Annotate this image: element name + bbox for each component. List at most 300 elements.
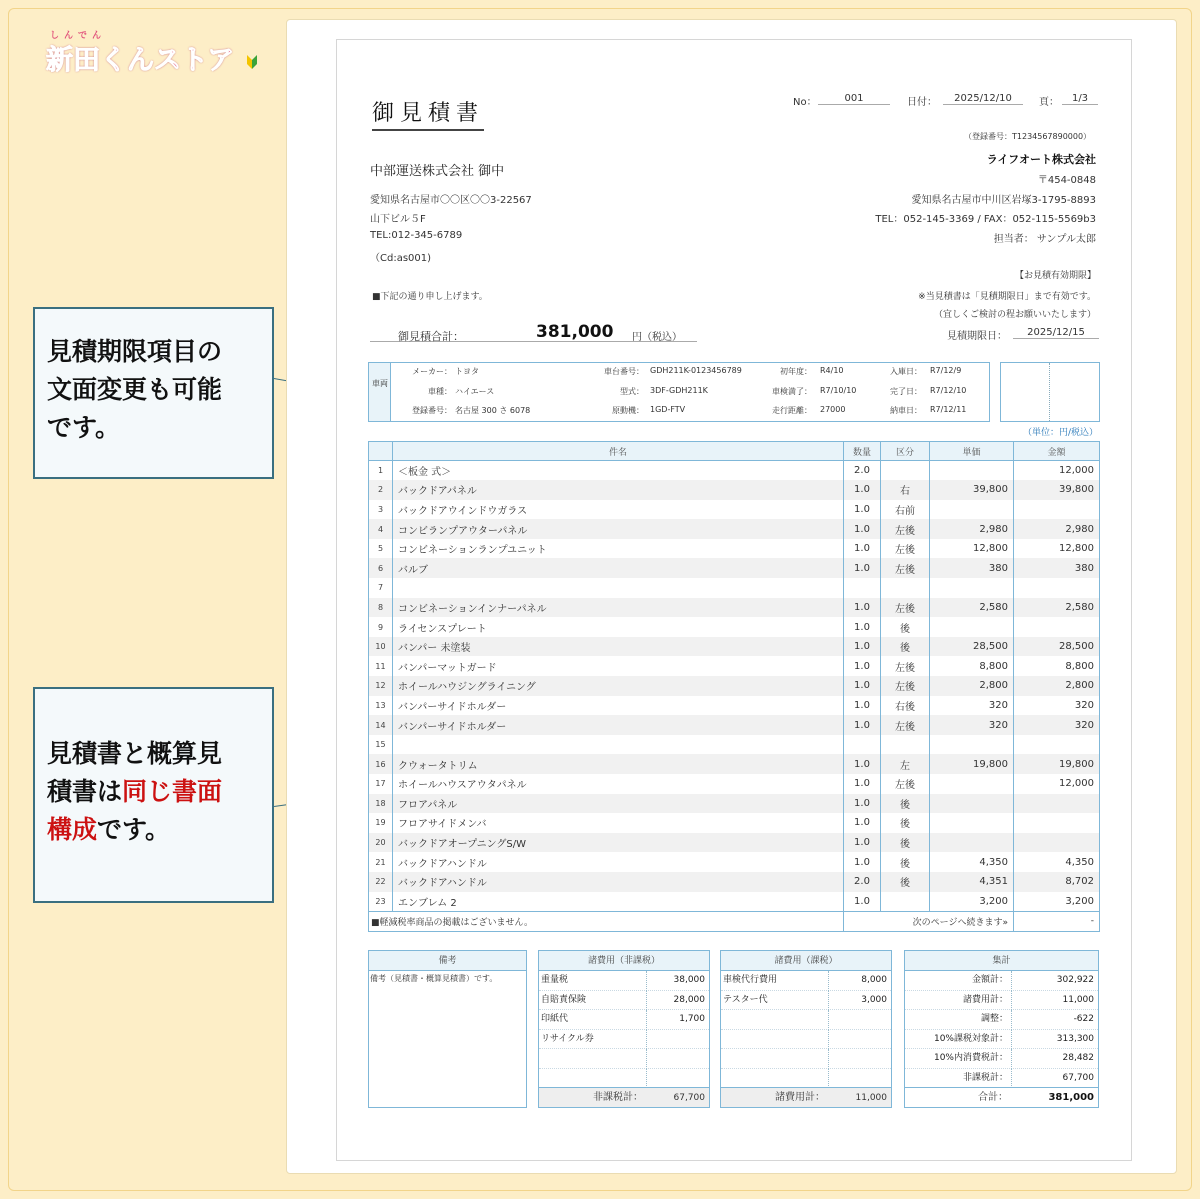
brand-name: 新田くんストア (46, 45, 235, 76)
row-name: バックドアパネル (393, 480, 844, 500)
row-qty: 1.0 (844, 656, 881, 676)
row-amount: 3,200 (1014, 892, 1100, 912)
column-divider (1011, 991, 1012, 1011)
row-amount: 19,800 (1014, 754, 1100, 774)
beginner-leaf-icon (246, 54, 258, 70)
column-divider (828, 991, 829, 1011)
total-label: 御見積合計： (398, 330, 464, 343)
expense-tax-box (720, 950, 892, 1108)
items-footer-dash: - (1014, 911, 1100, 931)
expense-nontax-label: 自賠責保険 (541, 994, 587, 1005)
row-division (881, 892, 930, 912)
row-qty: 1.0 (844, 480, 881, 500)
table-row (369, 578, 1100, 598)
expense-nontax-row (539, 991, 709, 1011)
vehicle-mileage: 27000 (820, 405, 846, 414)
table-row (369, 480, 1100, 500)
row-number: 7 (369, 578, 393, 598)
row-price: 3,200 (930, 892, 1014, 912)
callout-text: です。 (47, 413, 121, 442)
vehicle-chassis: GDH211K-0123456789 (650, 366, 742, 375)
vehicle-out-date: R7/12/11 (930, 405, 967, 414)
row-number: 22 (369, 872, 393, 892)
summary-label: 金額計： (971, 975, 1008, 985)
row-name: ホイールハウジングライニング (393, 676, 844, 696)
expense-tax-row (721, 991, 891, 1011)
row-qty: 1.0 (844, 676, 881, 696)
validity-note1: ※当見積書は「見積期限日」まで有効です。 (918, 292, 1096, 302)
callout-text-highlight: 構成 (47, 815, 98, 844)
row-price: 19,800 (930, 754, 1014, 774)
summary-header: 集計 (905, 951, 1098, 971)
expense-tax-total-label: 諸費用計： (775, 1092, 825, 1103)
col-qty-header: 数量 (844, 442, 881, 461)
table-row (369, 461, 1100, 481)
company-name: ライフオート株式会社 (986, 153, 1096, 166)
table-row (369, 852, 1100, 872)
row-division (881, 735, 930, 755)
row-qty (844, 735, 881, 755)
row-amount (1014, 617, 1100, 637)
row-qty: 1.0 (844, 833, 881, 853)
vehicle-engine: 1GD-FTV (650, 405, 686, 414)
stamp-box (1000, 362, 1100, 422)
row-name: バルブ (393, 558, 844, 578)
row-amount (1014, 833, 1100, 853)
vehicle-model: ハイエース (455, 387, 495, 396)
summary-row (905, 1030, 1098, 1050)
expense-nontax-row (539, 1010, 709, 1030)
vehicle-mileage-label: 走行距離： (772, 406, 812, 415)
row-division: 後 (881, 813, 930, 833)
row-qty: 1.0 (844, 715, 881, 735)
table-row (369, 892, 1100, 912)
row-price (930, 794, 1014, 814)
row-name: フロアパネル (393, 794, 844, 814)
vehicle-type-label: 型式： (620, 387, 644, 396)
row-price: 39,800 (930, 480, 1014, 500)
client-code: （Cd:as001) (370, 253, 432, 264)
row-qty: 1.0 (844, 637, 881, 657)
column-divider (1011, 1049, 1012, 1069)
summary-value: -622 (1073, 1014, 1094, 1024)
expense-nontax-row (539, 971, 709, 991)
row-division: 右 (881, 480, 930, 500)
row-qty: 1.0 (844, 813, 881, 833)
vehicle-plate-label: 登録番号： (412, 406, 452, 415)
row-amount (1014, 794, 1100, 814)
row-division (881, 461, 930, 481)
row-qty: 2.0 (844, 872, 881, 892)
row-division: 後 (881, 852, 930, 872)
row-qty: 1.0 (844, 892, 881, 912)
registration-number: （登録番号：T1234567890000） (964, 132, 1092, 141)
validity-date: 2025/12/15 (1013, 327, 1099, 339)
remarks-text: 備考（見積書・概算見積書）です。 (370, 974, 498, 983)
row-division (881, 578, 930, 598)
company-zip: 〒454-0848 (1037, 175, 1096, 186)
summary-label: 10%内消費税計： (933, 1053, 1008, 1063)
row-number: 18 (369, 794, 393, 814)
row-amount (1014, 813, 1100, 833)
callout-text: 文面変更も可能 (47, 375, 223, 404)
row-price: 320 (930, 696, 1014, 716)
row-division: 左後 (881, 558, 930, 578)
expense-nontax-value: 38,000 (673, 975, 705, 985)
column-divider (1011, 1030, 1012, 1050)
table-row (369, 519, 1100, 539)
table-row (369, 617, 1100, 637)
row-price: 4,350 (930, 852, 1014, 872)
row-price: 2,980 (930, 519, 1014, 539)
expense-nontax-row (539, 1049, 709, 1069)
summary-box (904, 950, 1099, 1108)
summary-value: 313,300 (1056, 1033, 1094, 1044)
vehicle-plate: 名古屋 300 さ 6078 (455, 406, 531, 415)
row-name (393, 735, 844, 755)
validity-label: 見積期限日： (947, 331, 1007, 342)
summary-value: 28,482 (1062, 1053, 1094, 1063)
row-price (930, 578, 1014, 598)
summary-row (905, 971, 1098, 991)
column-divider (646, 971, 647, 991)
row-qty: 1.0 (844, 754, 881, 774)
table-row (369, 715, 1100, 735)
summary-label: 調整： (980, 1014, 1008, 1024)
row-number: 9 (369, 617, 393, 637)
expense-nontax-total-label: 非課税計： (593, 1092, 643, 1103)
summary-row (905, 1049, 1098, 1069)
row-number: 1 (369, 461, 393, 481)
summary-value: 67,700 (1062, 1072, 1094, 1083)
row-qty: 1.0 (844, 774, 881, 794)
row-number: 15 (369, 735, 393, 755)
vehicle-maker-label: メーカー： (412, 367, 452, 376)
row-number: 8 (369, 598, 393, 618)
column-divider (646, 1010, 647, 1030)
table-row (369, 794, 1100, 814)
callout-text (47, 773, 272, 811)
row-division: 右前 (881, 500, 930, 520)
row-price (930, 500, 1014, 520)
row-amount: 39,800 (1014, 480, 1100, 500)
row-price: 320 (930, 715, 1014, 735)
expense-tax-row (721, 1049, 891, 1069)
summary-total-row (905, 1087, 1098, 1107)
row-number: 11 (369, 656, 393, 676)
row-name: コンビランプアウターパネル (393, 519, 844, 539)
column-divider (646, 1069, 647, 1089)
vehicle-side-label: 車両 (372, 379, 388, 388)
row-qty: 1.0 (844, 852, 881, 872)
expense-tax-label: テスター代 (723, 994, 768, 1005)
table-row (369, 637, 1100, 657)
row-division: 左 (881, 754, 930, 774)
row-amount: 8,702 (1014, 872, 1100, 892)
vehicle-side-label-bg (369, 363, 391, 421)
summary-row (905, 991, 1098, 1011)
row-qty: 1.0 (844, 794, 881, 814)
table-row (369, 813, 1100, 833)
vehicle-type: 3DF-GDH211K (650, 386, 708, 395)
expense-nontax-label: 印紙代 (541, 1014, 569, 1024)
callout-same-format (33, 687, 274, 903)
column-divider (828, 1049, 829, 1069)
expense-nontax-label: 重量税 (541, 975, 569, 985)
row-amount: 28,500 (1014, 637, 1100, 657)
items-footer-row (369, 911, 1100, 931)
row-division: 後 (881, 872, 930, 892)
summary-label: 諸費用計： (962, 994, 1008, 1005)
expense-tax-row (721, 1030, 891, 1050)
vehicle-engine-label: 原動機： (612, 406, 644, 415)
company-address: 愛知県名古屋市中川区岩塚3-1795-8893 (911, 195, 1096, 206)
row-name: バンパーサイドホルダー (393, 715, 844, 735)
summary-value: 302,922 (1056, 975, 1094, 985)
vehicle-chassis-label: 車台番号： (604, 367, 644, 376)
row-qty: 1.0 (844, 696, 881, 716)
doc-no: 001 (818, 93, 890, 105)
row-price: 28,500 (930, 637, 1014, 657)
validity-note2: （宜しくご検討の程お願いいたします） (933, 310, 1096, 320)
col-div-header: 区分 (881, 442, 930, 461)
expense-tax-row (721, 971, 891, 991)
row-price: 12,800 (930, 539, 1014, 559)
row-qty: 1.0 (844, 598, 881, 618)
table-row (369, 833, 1100, 853)
row-amount: 12,800 (1014, 539, 1100, 559)
vehicle-done-date: R7/12/10 (930, 386, 967, 395)
row-amount (1014, 578, 1100, 598)
row-price: 8,800 (930, 656, 1014, 676)
row-amount: 8,800 (1014, 656, 1100, 676)
row-amount: 12,000 (1014, 461, 1100, 481)
row-qty: 1.0 (844, 500, 881, 520)
expense-nontax-box (538, 950, 710, 1108)
company-staff: 担当者： サンプル太郎 (993, 234, 1096, 245)
row-division: 後 (881, 794, 930, 814)
row-number: 20 (369, 833, 393, 853)
vehicle-in-label: 入庫日： (890, 367, 922, 376)
row-price: 4,351 (930, 872, 1014, 892)
table-row (369, 598, 1100, 618)
row-name: ライセンスプレート (393, 617, 844, 637)
row-division: 左後 (881, 598, 930, 618)
row-price (930, 833, 1014, 853)
row-name: バンパー 未塗装 (393, 637, 844, 657)
unit-note: （単位：円/税込） (1022, 428, 1098, 438)
row-amount: 380 (1014, 558, 1100, 578)
doc-date: 2025/12/10 (943, 93, 1023, 105)
row-price (930, 813, 1014, 833)
summary-total-label: 合計： (978, 1092, 1008, 1103)
row-number: 2 (369, 480, 393, 500)
callout-text-part: 積書は (47, 777, 123, 806)
row-amount: 4,350 (1014, 852, 1100, 872)
doc-note: ■下記の通り申し上げます。 (372, 292, 488, 302)
summary-label: 非課税計： (962, 1072, 1008, 1083)
row-division: 後 (881, 637, 930, 657)
expense-tax-value: 3,000 (861, 994, 887, 1005)
row-division: 後 (881, 833, 930, 853)
items-footer-continue: 次のページへ続きます» (844, 911, 1014, 931)
table-row (369, 539, 1100, 559)
row-name: バックドアウインドウガラス (393, 500, 844, 520)
row-qty: 2.0 (844, 461, 881, 481)
expense-tax-row (721, 1010, 891, 1030)
items-table (368, 441, 1100, 932)
row-price: 2,580 (930, 598, 1014, 618)
row-price (930, 617, 1014, 637)
row-division: 右後 (881, 696, 930, 716)
client-name: 中部運送株式会社 御中 (370, 164, 505, 179)
row-name: コンビネーションインナーパネル (393, 598, 844, 618)
summary-value: 11,000 (1062, 994, 1094, 1005)
total-amount: 381,000 (536, 322, 614, 342)
document-title: 御見積書 (372, 96, 484, 131)
company-tel: TEL：052-145-3369 / FAX：052-115-5569b3 (875, 214, 1096, 225)
row-division: 左後 (881, 774, 930, 794)
row-number: 13 (369, 696, 393, 716)
table-row (369, 696, 1100, 716)
row-name: バックドアハンドル (393, 852, 844, 872)
row-number: 21 (369, 852, 393, 872)
doc-date-label: 日付： (907, 97, 937, 108)
summary-total: 381,000 (1048, 1092, 1094, 1103)
table-row (369, 500, 1100, 520)
vehicle-done-label: 完了日： (890, 387, 922, 396)
row-number: 12 (369, 676, 393, 696)
summary-row (905, 1069, 1098, 1089)
row-name (393, 578, 844, 598)
callout-text-highlight: 同じ書面 (122, 777, 223, 806)
row-amount (1014, 500, 1100, 520)
row-number: 23 (369, 892, 393, 912)
table-row (369, 872, 1100, 892)
client-address1: 愛知県名古屋市〇〇区〇〇3-22567 (370, 195, 532, 206)
vehicle-first-reg-label: 初年度： (780, 367, 812, 376)
column-divider (1011, 1010, 1012, 1030)
table-row (369, 774, 1100, 794)
row-division: 左後 (881, 676, 930, 696)
row-amount: 320 (1014, 715, 1100, 735)
callout-text: 見積書と概算見 (47, 739, 223, 768)
row-price: 380 (930, 558, 1014, 578)
items-header-row (369, 442, 1100, 461)
brand-logo[interactable] (46, 31, 258, 77)
expense-nontax-total-row (539, 1087, 709, 1107)
callout-validity (33, 307, 274, 479)
column-divider (828, 1069, 829, 1089)
expense-nontax-value: 1,700 (679, 1014, 705, 1024)
row-qty (844, 578, 881, 598)
column-divider (828, 1010, 829, 1030)
expense-tax-total-row (721, 1087, 891, 1107)
doc-no-label: No： (793, 97, 817, 108)
row-amount: 320 (1014, 696, 1100, 716)
column-divider (646, 1049, 647, 1069)
row-amount: 12,000 (1014, 774, 1100, 794)
vehicle-first-reg: R4/10 (820, 366, 844, 375)
expense-tax-row (721, 1069, 891, 1089)
col-no-header (369, 442, 393, 461)
row-name: バンパーマットガード (393, 656, 844, 676)
validity-heading: 【お見積有効期限】 (1014, 271, 1096, 281)
row-name: ホイールハウスアウタパネル (393, 774, 844, 794)
row-number: 4 (369, 519, 393, 539)
callout-text-part: です。 (97, 815, 171, 844)
row-name: バックドアオープニングS/W (393, 833, 844, 853)
expense-nontax-label: リサイクル券 (541, 1033, 594, 1044)
row-number: 17 (369, 774, 393, 794)
row-amount: 2,580 (1014, 598, 1100, 618)
table-row (369, 558, 1100, 578)
client-address2: 山下ビル５F (370, 214, 426, 225)
remarks-header: 備考 (369, 951, 526, 971)
doc-page: 1/3 (1062, 93, 1098, 105)
row-price (930, 774, 1014, 794)
row-amount: 2,980 (1014, 519, 1100, 539)
vehicle-out-label: 納車日： (890, 406, 922, 415)
row-qty: 1.0 (844, 617, 881, 637)
row-number: 19 (369, 813, 393, 833)
row-qty: 1.0 (844, 519, 881, 539)
callout-text (47, 811, 272, 849)
column-divider (1011, 971, 1012, 991)
row-name: バンパーサイドホルダー (393, 696, 844, 716)
table-row (369, 656, 1100, 676)
stamp-box-divider (1049, 363, 1050, 421)
row-name: エンブレム 2 (393, 892, 844, 912)
table-row (369, 735, 1100, 755)
column-divider (1011, 1069, 1012, 1089)
row-amount (1014, 735, 1100, 755)
col-price-header: 単価 (930, 442, 1014, 461)
expense-nontax-value: 28,000 (673, 994, 705, 1005)
vehicle-in-date: R7/12/9 (930, 366, 962, 375)
expense-tax-total: 11,000 (855, 1093, 887, 1103)
row-division: 左後 (881, 715, 930, 735)
column-divider (646, 991, 647, 1011)
callout-text: 見積期限項目の (47, 337, 223, 366)
row-price (930, 461, 1014, 481)
vehicle-model-label: 車種： (428, 387, 452, 396)
column-divider (828, 971, 829, 991)
row-price: 2,800 (930, 676, 1014, 696)
expense-tax-label: 車検代行費用 (723, 975, 778, 985)
column-divider (828, 1030, 829, 1050)
row-number: 10 (369, 637, 393, 657)
row-number: 3 (369, 500, 393, 520)
row-amount: 2,800 (1014, 676, 1100, 696)
row-name: フロアサイドメンバ (393, 813, 844, 833)
row-division: 左後 (881, 519, 930, 539)
col-name-header: 件名 (393, 442, 844, 461)
row-name: クウォータトリム (393, 754, 844, 774)
summary-label: 10%課税対象計： (933, 1033, 1008, 1044)
table-row (369, 754, 1100, 774)
expense-nontax-row (539, 1030, 709, 1050)
row-price (930, 735, 1014, 755)
row-division: 左後 (881, 656, 930, 676)
row-number: 16 (369, 754, 393, 774)
row-name: ＜板金 式＞ (393, 461, 844, 481)
row-division: 後 (881, 617, 930, 637)
row-name: バックドアハンドル (393, 872, 844, 892)
items-footer-note: ■軽減税率商品の掲載はございません。 (369, 911, 844, 931)
vehicle-inspection-label: 車検満了： (772, 387, 812, 396)
row-name: コンビネーションランプユニット (393, 539, 844, 559)
